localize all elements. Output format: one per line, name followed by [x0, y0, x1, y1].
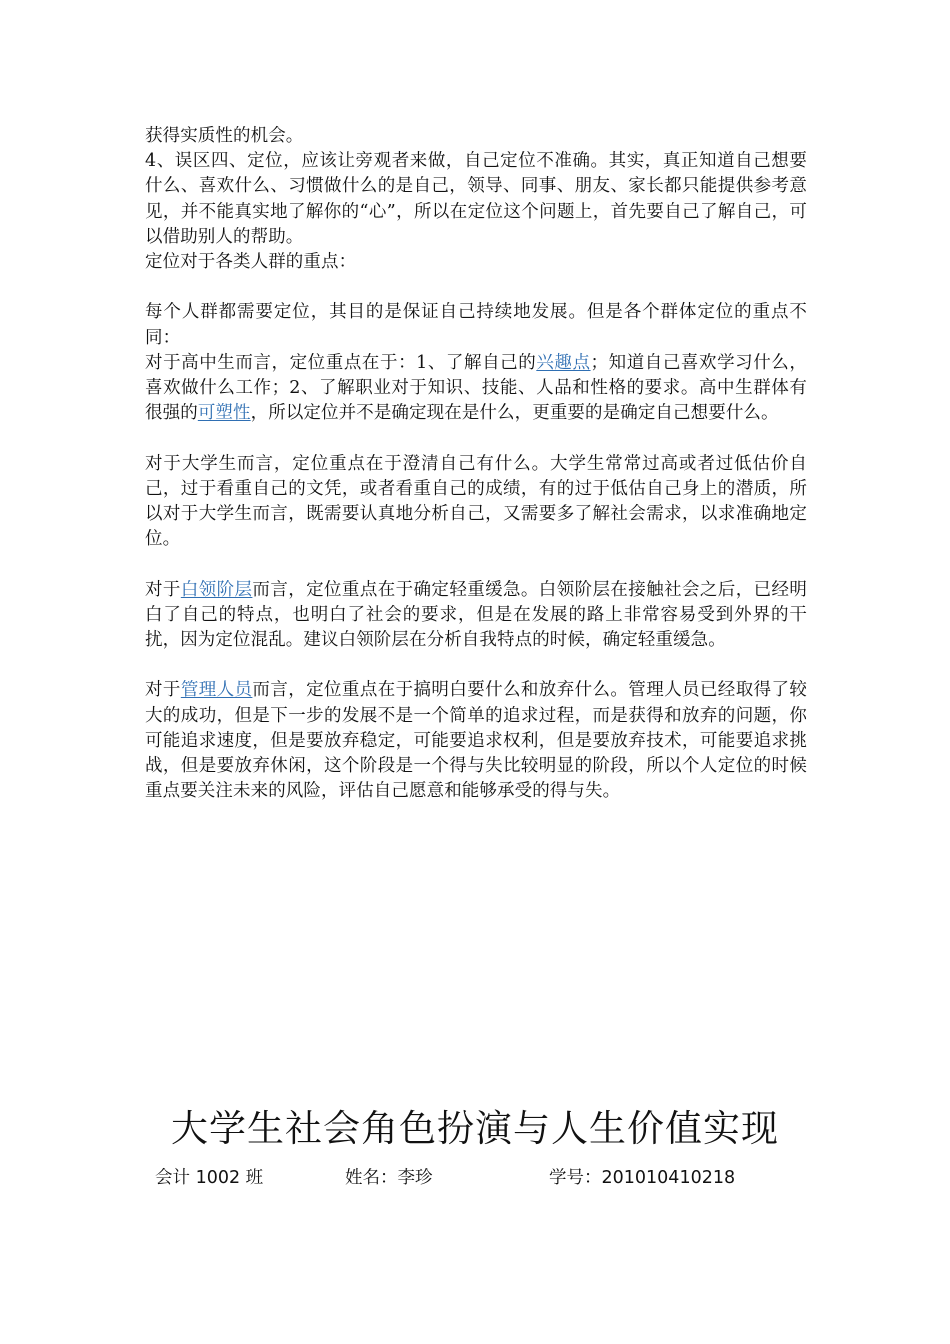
- class-label: 会计 1002 班: [155, 1168, 264, 1188]
- text-segment: ；知道自己喜欢学习什么，喜欢做什么工作；2、了解职业对于知识、技能、人品和性格的要求。高中生群体有很强的: [145, 352, 807, 424]
- text-segment: 对于: [145, 579, 181, 600]
- text-segment: 对于: [145, 680, 181, 701]
- essay-title: 大学生社会角色扮演与人生价值实现: [171, 1107, 779, 1150]
- paragraph-managers: [145, 678, 807, 804]
- paragraph-opportunity: 获得实质性的机会。: [145, 126, 304, 146]
- paragraph-spacer: [145, 426, 807, 451]
- paragraph-spacer: [145, 552, 807, 577]
- text-segment: 而言，定位重点在于确定轻重缓急。白领阶层在接触社会之后，已经明白了自己的特点，也明白了社会的要求，但是在发展的路上非常容易受到外界的干扰，因为定位混乱。建议白领阶层在分析自我特点的时候，确定轻重缓急。: [145, 579, 808, 651]
- paragraph-myth-four: 4、误区四、定位，应该让旁观者来做，自己定位不准确。其实，真正知道自己想要什么、喜欢什么、习惯做什么的是自己，领导、同事、朋友、家长都只能提供参考意见，并不能真实地了解你的“心”，所以在定位这个问题上，首先要自己了解自己，可以借助别人的帮助。: [145, 151, 807, 247]
- paragraph-groups-heading: 定位对于各类人群的重点：: [145, 252, 357, 273]
- text-segment: 而言，定位重点在于搞明白要什么和放弃什么。管理人员已经取得了较大的成功，但是下一步的发展不是一个简单的追求过程，而是获得和放弃的问题，你可能追求速度，但是要放弃稳定，可能要追求权利，但是要放弃技术，可能要追求挑战，但是要放弃休闲，这个阶段是一个得与失比较明显的阶段，所以个人定位的时候重点要关注未来的风险，评估自己愿意和能够承受的得与失。: [145, 680, 808, 802]
- paragraph-spacer: [145, 653, 807, 678]
- link-plasticity[interactable]: 可塑性: [197, 403, 251, 424]
- link-white-collar[interactable]: 白领阶层: [180, 579, 253, 600]
- paragraph-high-school: [145, 351, 807, 427]
- student-id: 学号：201010410218: [549, 1168, 736, 1188]
- text-segment: ，所以定位并不是确定现在是什么，更重要的是确定自己想要什么。: [250, 403, 779, 424]
- article-body: [145, 124, 807, 804]
- paragraph-spacer: [145, 275, 807, 300]
- student-name: 姓名：李珍: [345, 1168, 433, 1188]
- text-segment: 对于高中生而言，定位重点在于：1、了解自己的: [145, 352, 537, 373]
- paragraph-groups-intro: 每个人群都需要定位，其目的是保证自己持续地发展。但是各个群体定位的重点不同：: [145, 302, 807, 348]
- link-interest-point[interactable]: 兴趣点: [536, 352, 591, 373]
- paragraph-university: 对于大学生而言，定位重点在于澄清自己有什么。大学生常常过高或者过低估价自己，过于看重自己的文凭，或者看重自己的成绩，有的过于低估自己身上的潜质，所以对于大学生而言，既需要认真地分析自己，又需要多了解社会需求，以求准确地定位。: [145, 453, 807, 550]
- link-managers[interactable]: 管理人员: [180, 680, 253, 701]
- paragraph-white-collar: [145, 578, 807, 654]
